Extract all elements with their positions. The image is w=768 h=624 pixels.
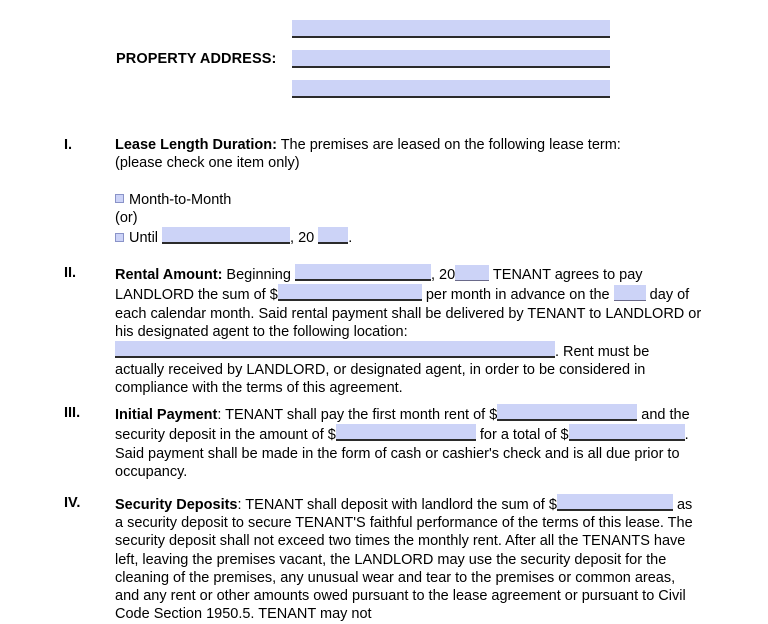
section-numeral-3: III. <box>64 405 81 421</box>
or-label: (or) <box>115 209 138 226</box>
until-date-field[interactable] <box>162 227 290 244</box>
checkbox-month-to-month[interactable] <box>115 194 124 203</box>
property-address-field-line-1[interactable] <box>292 20 610 38</box>
rental-begin-date-field[interactable] <box>295 264 431 281</box>
property-address-field-line-3[interactable] <box>292 80 610 98</box>
section-numeral-1: I. <box>64 137 73 153</box>
section-3-text-1: : TENANT shall pay the first month rent of $ <box>217 407 498 424</box>
section-2-text-1: Beginning <box>222 267 295 284</box>
checkbox-until[interactable] <box>115 233 124 242</box>
section-3-text-2: and the security deposit in the amount of $ <box>115 407 690 444</box>
option-until-row <box>115 227 702 247</box>
section-2-text-2: , 20 <box>430 267 456 284</box>
section-4-text-2: as a security deposit to secure TENANT'S faithful performance of the terms of this lease. The security deposit shall not exceed two times the monthly rent. After all the TENANTS have left, leaving the premises vacant, the LANDLORD may use the security deposit for the cleaning of the premises, any unusual wear and tear to the premises or common areas, and any rent or other amounts owed pursuant to the lease agreement or pursuant to Civil Code Section 1950.5. TENANT may not <box>115 497 693 623</box>
section-1-intro: The premises are leased on the following lease term: <box>276 137 621 153</box>
section-1-body <box>115 136 768 247</box>
section-3-text-3: for a total of $ <box>475 427 569 444</box>
section-security-deposits <box>0 494 768 624</box>
section-1-gap <box>115 172 702 190</box>
until-year-field[interactable] <box>318 227 348 244</box>
initial-security-deposit-field[interactable] <box>336 424 476 441</box>
rental-payment-location-field[interactable] <box>115 341 555 358</box>
section-2-heading: Rental Amount: <box>115 267 223 284</box>
section-2-text-6: . Rent must be actually received by LANDLORD, or designated agent, in order to be considered in compliance with the terms of this agreement. <box>115 344 650 397</box>
rental-due-day-field[interactable] <box>614 285 646 301</box>
property-address-block <box>0 8 768 98</box>
section-2-text-4: per month in advance on the <box>421 287 614 304</box>
section-3-heading: Initial Payment <box>115 407 218 424</box>
section-rental-amount <box>0 264 768 398</box>
section-2-text-5: day of each calendar month. Said rental payment shall be delivered by TENANT to LANDLORD or his designated agent to the following location: <box>115 287 702 340</box>
property-address-row-2 <box>0 38 768 68</box>
until-year-prefix: , 20 <box>290 230 315 247</box>
section-numeral-2: II. <box>64 265 77 281</box>
section-initial-payment <box>0 404 768 481</box>
until-period: . <box>348 230 353 247</box>
section-2-body <box>115 264 768 398</box>
section-lease-length-duration <box>0 136 768 247</box>
section-4-heading: Security Deposits <box>115 497 238 514</box>
rental-begin-year-field[interactable] <box>455 265 489 281</box>
section-4-text-1: : TENANT shall deposit with landlord the sum of $ <box>237 497 557 514</box>
section-3-text-4: . Said payment shall be made in the form of cash or cashier's check and is all due prior to occupancy. <box>115 427 689 480</box>
initial-total-field[interactable] <box>569 424 685 441</box>
option-month-to-month-row <box>115 191 702 209</box>
property-address-row-1 <box>0 8 768 38</box>
security-deposit-amount-field[interactable] <box>557 494 673 511</box>
section-numeral-4: IV. <box>64 495 81 511</box>
section-1-heading: Lease Length Duration: <box>115 137 277 153</box>
or-separator-row <box>115 209 702 227</box>
initial-first-month-rent-field[interactable] <box>497 404 637 421</box>
option-month-to-month-label: Month-to-Month <box>129 191 232 208</box>
property-address-label: PROPERTY ADDRESS: <box>116 51 277 67</box>
rental-monthly-amount-field[interactable] <box>278 284 422 301</box>
section-4-body <box>115 494 768 624</box>
section-2-text-3: TENANT agrees to pay LANDLORD the sum of $ <box>115 267 643 304</box>
section-3-body <box>115 404 768 481</box>
option-until-label: Until <box>129 230 159 247</box>
section-1-subtext: (please check one item only) <box>115 155 300 172</box>
property-address-row-3 <box>0 68 768 98</box>
property-address-field-line-2[interactable] <box>292 50 610 68</box>
